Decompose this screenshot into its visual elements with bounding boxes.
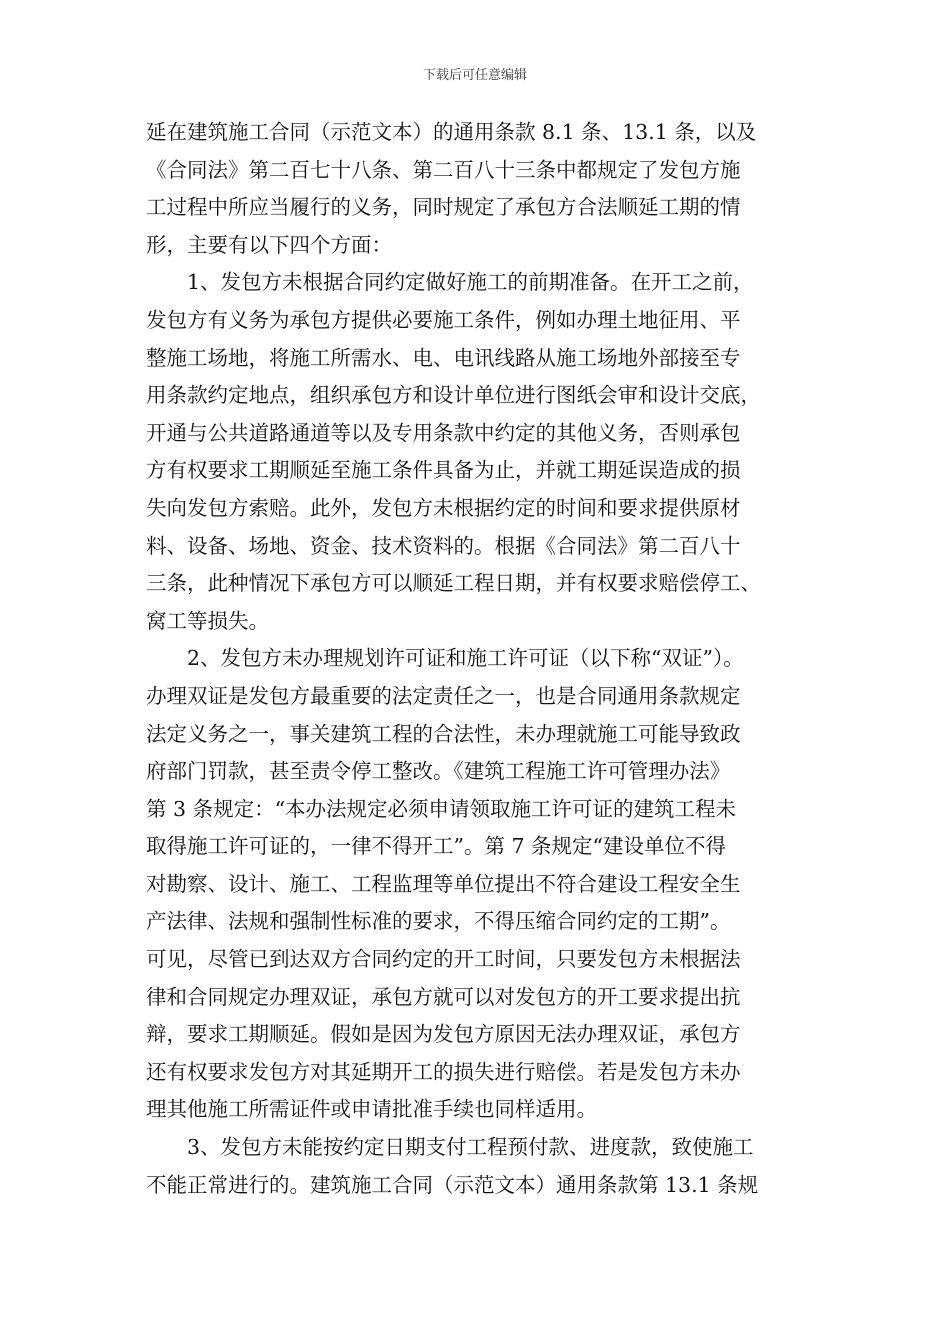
text-line: 律和合同规定办理双证，承包方就可以对发包方的开工要求提出抗 — [146, 984, 741, 1009]
text-line: 府部门罚款，甚至责令停工整改。《建筑工程施工许可管理办法》 — [146, 759, 731, 784]
text-line: 用条款约定地点，组织承包方和设计单位进行图纸会审和设计交底， — [146, 383, 761, 408]
text-line: 失向发包方索赔。此外，发包方未根据约定的时间和要求提供原材 — [146, 495, 741, 520]
text-line: 不能正常进行的。建筑施工合同（示范文本）通用条款第 13.1 条规 — [146, 1172, 759, 1197]
text-line: 法定义务之一，事关建筑工程的合法性，未办理就施工可能导致政 — [146, 721, 741, 746]
text-line: 三条，此种情况下承包方可以顺延工程日期，并有权要求赔偿停工、 — [146, 571, 761, 596]
text-line: 办理双证是发包方最重要的法定责任之一，也是合同通用条款规定 — [146, 683, 741, 708]
text-line: 1、发包方未根据合同约定做好施工的前期准备。在开工之前， — [187, 270, 754, 295]
text-line: 发包方有义务为承包方提供必要施工条件，例如办理土地征用、平 — [146, 307, 741, 332]
text-line: 整施工场地，将施工所需水、电、电讯线路从施工场地外部接至专 — [146, 345, 741, 370]
text-line: 可见，尽管已到达双方合同约定的开工时间，只要发包方未根据法 — [146, 947, 741, 972]
text-line: 还有权要求发包方对其延期开工的损失进行赔偿。若是发包方未办 — [146, 1059, 741, 1084]
text-line: 理其他施工所需证件或申请批准手续也同样适用。 — [146, 1097, 597, 1122]
text-line: 工过程中所应当履行的义务，同时规定了承包方合法顺延工期的情 — [146, 195, 741, 220]
page-header: 下载后可任意编辑 — [422, 68, 527, 83]
text-line: 取得施工许可证的，一律不得开工”。第 7 条规定“建设单位不得 — [146, 834, 727, 859]
text-line: 第 3 条规定：“本办法规定必须申请领取施工许可证的建筑工程未 — [146, 796, 737, 821]
text-line: 3、发包方未能按约定日期支付工程预付款、进度款，致使施工 — [187, 1135, 754, 1160]
text-line: 产法律、法规和强制性标准的要求，不得压缩合同约定的工期”。 — [146, 909, 731, 934]
text-line: 方有权要求工期顺延至施工条件具备为止，并就工期延误造成的损 — [146, 458, 741, 483]
text-line: 延在建筑施工合同（示范文本）的通用条款 8.1 条、13.1 条，以及 — [146, 120, 757, 144]
text-line: 《合同法》第二百七十八条、第二百八十三条中都规定了发包方施 — [146, 157, 741, 182]
text-line: 开通与公共道路通道等以及专用条款中约定的其他义务，否则承包 — [146, 420, 741, 445]
text-line: 辩，要求工期顺延。假如是因为发包方原因无法办理双证，承包方 — [146, 1022, 741, 1047]
document-body — [146, 114, 826, 1204]
text-line: 窝工等损失。 — [146, 608, 269, 633]
text-line: 料、设备、场地、资金、技术资料的。根据《合同法》第二百八十 — [146, 533, 741, 558]
text-line: 对勘察、设计、施工、工程监理等单位提出不符合建设工程安全生 — [146, 871, 741, 896]
text-line: 形，主要有以下四个方面： — [146, 232, 392, 257]
text-line: 2、发包方未办理规划许可证和施工许可证（以下称“双证”）。 — [187, 646, 744, 671]
